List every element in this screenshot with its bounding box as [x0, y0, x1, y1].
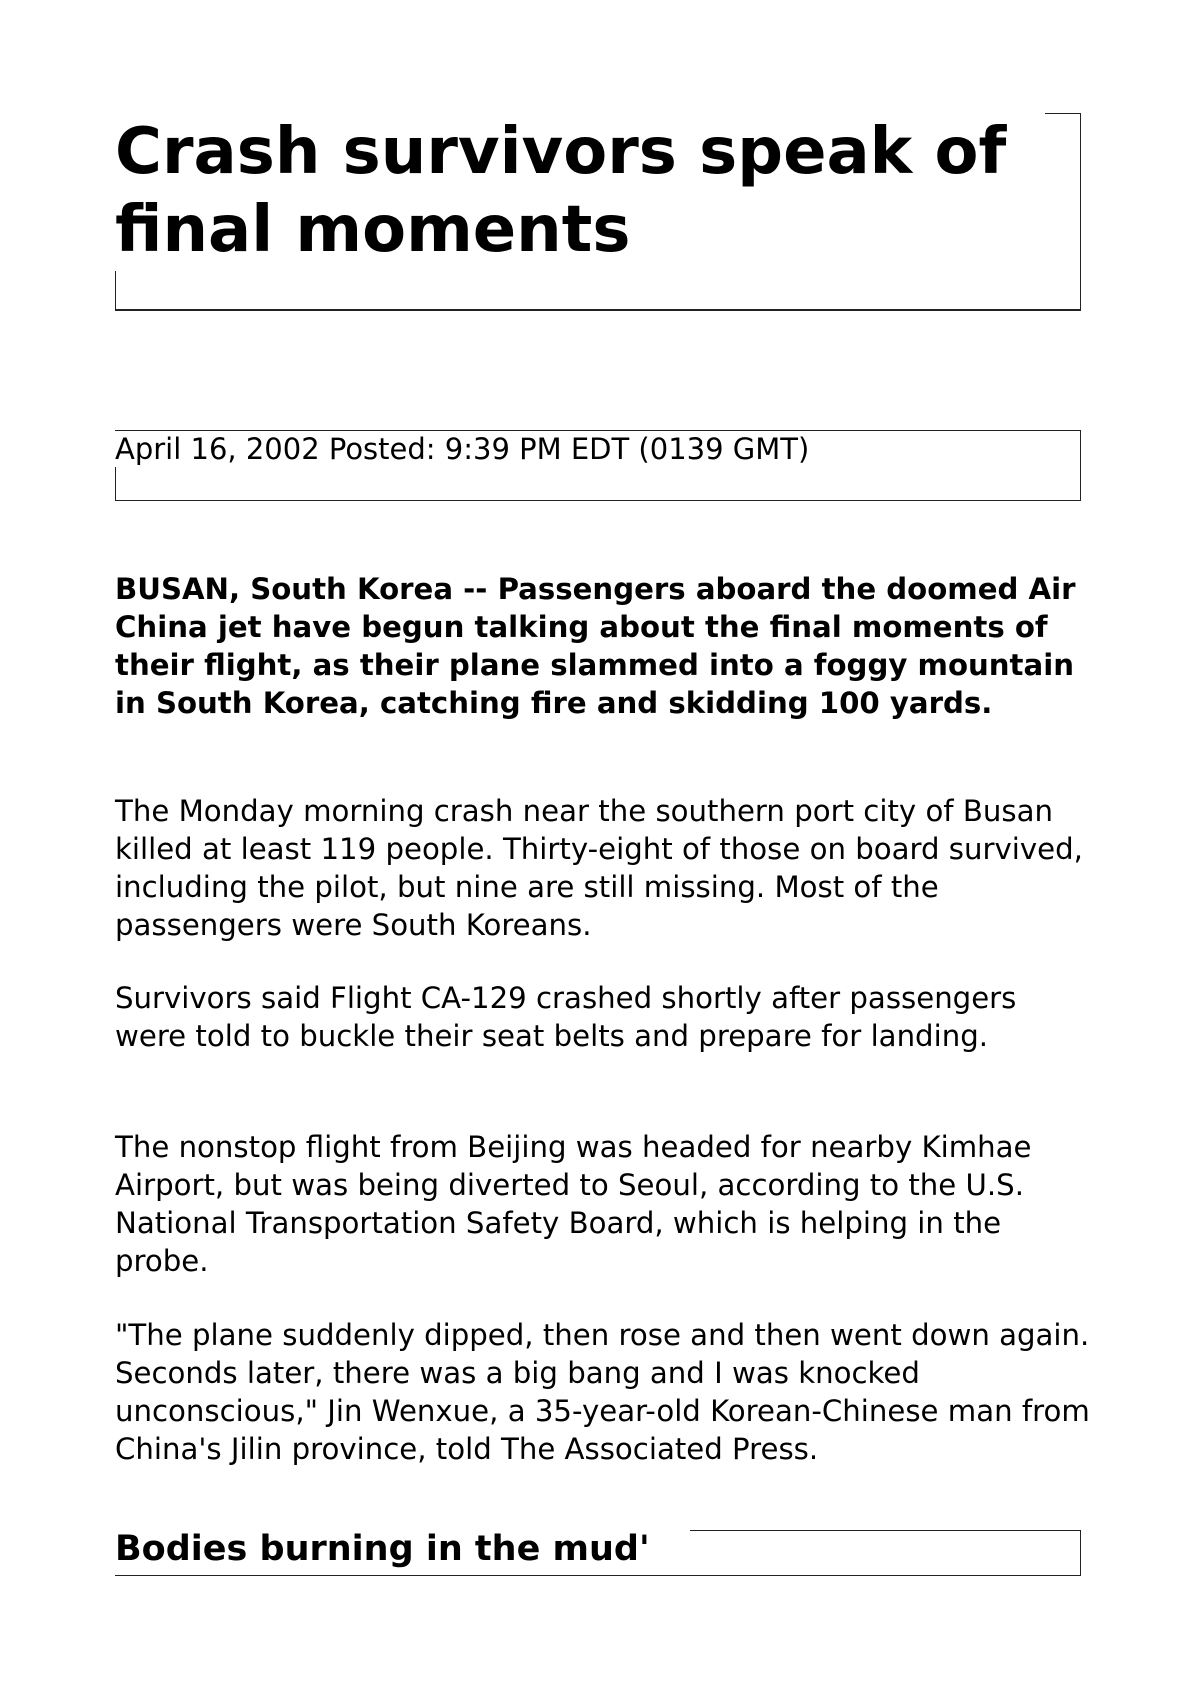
frame-line: [690, 1530, 1081, 1531]
page-title: Crash survivors speak of final moments: [115, 115, 1007, 267]
frame-line: [115, 1575, 1081, 1576]
section-subheading: Bodies burning in the mud': [115, 1529, 650, 1569]
frame-line: [115, 309, 1081, 311]
frame-line: [115, 466, 116, 501]
dateline: April 16, 2002 Posted: 9:39 PM EDT (0139 GMT): [115, 432, 810, 466]
lead-paragraph: BUSAN, South Korea -- Passengers aboard the doomed Air China jet have begun talking about the final moments of their flight, as their plane slammed into a foggy mountain in South Korea, catching fire and skidding 100 yards.: [115, 572, 1076, 720]
frame-line: [1080, 430, 1081, 501]
frame-line: [1080, 1530, 1081, 1576]
body-paragraph: Survivors said Flight CA-129 crashed shortly after passengers were told to buckle their seat belts and prepare for landing.: [115, 981, 1017, 1053]
frame-line: [1045, 113, 1081, 114]
frame-line: [1080, 113, 1081, 311]
body-paragraph: The nonstop flight from Beijing was headed for nearby Kimhae Airport, but was being diverted to Seoul, according to the U.S. National Transportation Safety Board, which is helping in the probe.: [115, 1130, 1032, 1278]
frame-line: [115, 271, 116, 311]
body-paragraph: "The plane suddenly dipped, then rose and then went down again. Seconds later, there was a big bang and I was knocked unconscious," Jin Wenxue, a 35-year-old Korean-Chinese man from China's Jilin province, told The Associated Press.: [115, 1318, 1090, 1466]
body-paragraph: The Monday morning crash near the southern port city of Busan killed at least 119 people. Thirty-eight of those on board survived, including the pilot, but nine are still missing. Most of the passengers were South Koreans.: [115, 794, 1083, 942]
frame-line: [115, 500, 1081, 501]
